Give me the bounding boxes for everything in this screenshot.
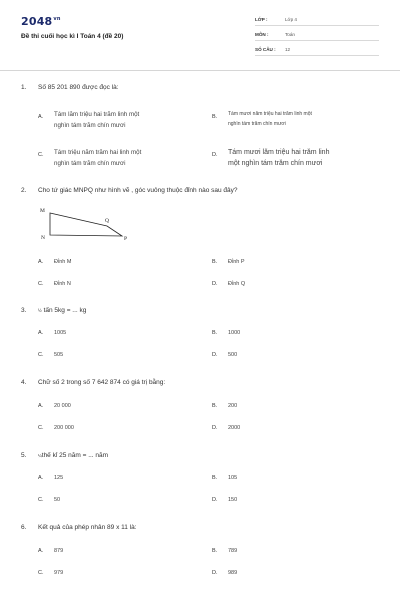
option-line: Tám mươi lăm triệu hai trăm linh: [228, 149, 330, 156]
option-text: [228, 147, 329, 169]
option-letter: A.: [38, 330, 44, 336]
vertex-label-q: Q: [105, 218, 109, 224]
vertex-label-m: M: [40, 208, 45, 214]
option-letter: D.: [212, 570, 218, 576]
option-text: 200: [228, 403, 238, 409]
option-letter: B.: [212, 475, 218, 481]
question-number: 2.: [21, 187, 27, 194]
option-line: Tám triệu năm trăm hai linh một: [54, 149, 142, 156]
option-letter: C.: [38, 352, 44, 358]
option-letter: D.: [212, 352, 218, 358]
header-divider: [0, 70, 400, 71]
option-text: 125: [54, 475, 64, 481]
option-letter: A.: [38, 259, 44, 265]
question-text-body: tấn 5kg = ... kg: [43, 307, 87, 314]
meta-question-count: [255, 46, 379, 56]
option-line: nghìn tám trăm chín mươi: [228, 121, 286, 127]
option-text: 1000: [228, 330, 241, 336]
option-line: nghìn tám trăm chín mươi: [54, 160, 126, 167]
meta-label: SỐ CÂU :: [255, 47, 276, 52]
option-text: [54, 109, 139, 131]
meta-value: Lớp 4: [285, 17, 297, 22]
option-letter: C.: [38, 497, 44, 503]
question-text: Cho tứ giác MNPQ như hình vẽ , góc vuông thuộc đỉnh nào sau đây?: [38, 187, 238, 194]
option-letter: A.: [38, 475, 44, 481]
option-letter: B.: [212, 114, 218, 120]
question-text: Số 85 201 890 được đọc là:: [38, 84, 119, 91]
option-letter: C.: [38, 281, 44, 287]
meta-class: [255, 16, 379, 26]
option-letter: B.: [212, 548, 218, 554]
meta-label: MÔN :: [255, 32, 269, 37]
question-number: 1.: [21, 84, 27, 91]
document-header: [0, 0, 400, 72]
option-text: Đỉnh N: [54, 281, 71, 287]
meta-value: 12: [285, 47, 291, 52]
option-letter: C.: [38, 152, 44, 158]
quadrilateral-figure: [40, 205, 140, 250]
fraction: ½: [38, 308, 42, 313]
option-text: 20 000: [54, 403, 71, 409]
vertex-label-n: N: [41, 235, 45, 241]
option-letter: C.: [38, 570, 44, 576]
option-line: Tám lăm triệu hai trăm linh một: [54, 111, 140, 118]
logo-suffix: vn: [53, 16, 61, 23]
option-text: Đỉnh M: [54, 259, 72, 265]
quadrilateral-diagram: [40, 205, 140, 250]
option-letter: D.: [212, 152, 218, 158]
question-number: 6.: [21, 524, 27, 531]
vertex-label-p: P: [124, 236, 128, 242]
option-text: Đỉnh P: [228, 259, 245, 265]
option-text: [54, 147, 141, 169]
document-title: Đề thi cuối học kì I Toán 4 (đề 20): [21, 33, 124, 40]
question-text: [38, 307, 86, 314]
option-letter: D.: [212, 425, 218, 431]
logo-text: 2048: [21, 15, 53, 28]
meta-label: LỚP :: [255, 17, 268, 22]
option-letter: A.: [38, 403, 44, 409]
question-text: [38, 452, 108, 459]
question-number: 4.: [21, 379, 27, 386]
option-letter: D.: [212, 281, 218, 287]
option-text: [228, 109, 312, 129]
option-text: 2000: [228, 425, 241, 431]
option-line: một nghìn tám trăm chín mươi: [228, 160, 323, 167]
meta-subject: [255, 31, 379, 41]
question-number: 3.: [21, 307, 27, 314]
question-text: Chữ số 2 trong số 7 642 874 có giá trị bằng:: [38, 379, 166, 386]
option-text: 200 000: [54, 425, 74, 431]
question-number: 5.: [21, 452, 27, 459]
option-text: 150: [228, 497, 238, 503]
option-letter: B.: [212, 403, 218, 409]
fraction: ¼: [38, 453, 42, 458]
meta-value: Toán: [285, 32, 295, 37]
option-letter: B.: [212, 259, 218, 265]
option-line: Tám mươi năm triệu hai trăm linh một: [228, 111, 312, 117]
option-line: nghìn tám trăm chín mươi: [54, 122, 126, 129]
option-text: Đỉnh Q: [228, 281, 246, 287]
option-text: 505: [54, 352, 64, 358]
quadrilateral-mnpq: [50, 213, 122, 236]
option-text: 1005: [54, 330, 67, 336]
option-text: 500: [228, 352, 238, 358]
question-text: Kết quả của phép nhân 89 x 11 là:: [38, 524, 137, 531]
option-text: 879: [54, 548, 64, 554]
option-letter: A.: [38, 114, 44, 120]
option-letter: B.: [212, 330, 218, 336]
option-text: 989: [228, 570, 238, 576]
option-text: 789: [228, 548, 238, 554]
question-text-body: thế kỉ 25 năm = ... năm: [41, 452, 109, 459]
option-text: 50: [54, 497, 61, 503]
option-letter: D.: [212, 497, 218, 503]
option-letter: A.: [38, 548, 44, 554]
option-text: 979: [54, 570, 64, 576]
site-logo[interactable]: [21, 15, 61, 28]
option-text: 105: [228, 475, 238, 481]
option-letter: C.: [38, 425, 44, 431]
